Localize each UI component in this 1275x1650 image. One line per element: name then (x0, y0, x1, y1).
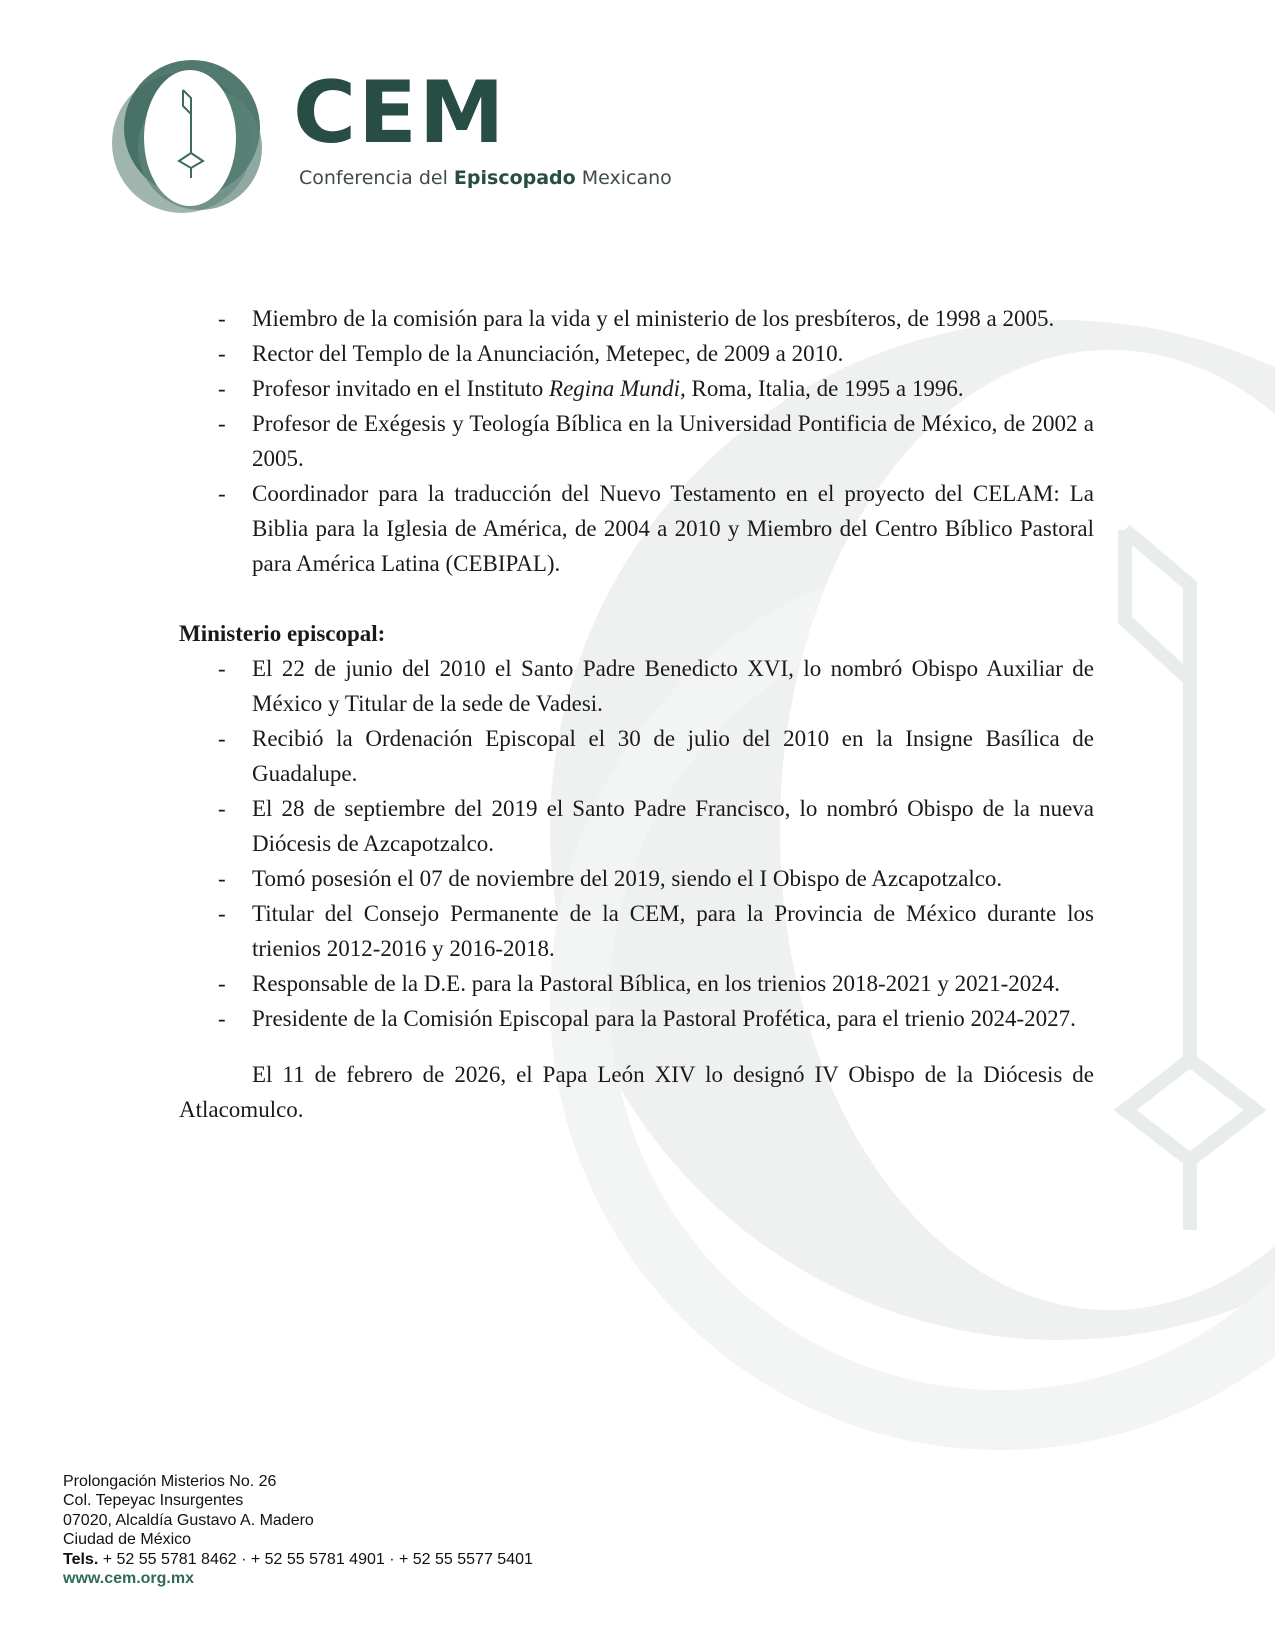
final-paragraph: El 11 de febrero de 2026, el Papa León XIV lo designó IV Obispo de la Diócesis de Atlacomulco. (179, 1062, 1094, 1122)
footer-address (63, 1472, 533, 1588)
text: Roma, Italia, de 1995 a 1996. (685, 376, 964, 401)
list-item: - Profesor de Exégesis y Teología Bíblica en la Universidad Pontificia de México, de 2002 a 2005. (179, 406, 1094, 476)
list-item: - Miembro de la comisión para la vida y el ministerio de los presbíteros, de 1998 a 2005. (179, 301, 1094, 336)
logo-subtitle (299, 166, 672, 190)
address-line: 07020, Alcaldía Gustavo A. Madero (63, 1511, 314, 1529)
text: Profesor invitado en el Instituto (252, 376, 550, 401)
italic-text: Regina Mundi, (549, 376, 686, 401)
subtitle-part: Conferencia del (299, 167, 448, 189)
phones-label: Tels. (63, 1550, 99, 1568)
subtitle-bold: Episcopado (453, 167, 576, 189)
list-item: - El 22 de junio del 2010 el Santo Padre Benedicto XVI, lo nombró Obispo Auxiliar de México y Titular de la sede de Vadesi. (179, 651, 1094, 721)
cem-logo-icon (112, 58, 272, 216)
list-item: - El 28 de septiembre del 2019 el Santo Padre Francisco, lo nombró Obispo de la nueva Diócesis de Azcapotzalco. (179, 791, 1094, 861)
website-link[interactable]: www.cem.org.mx (63, 1570, 194, 1588)
address-line: Ciudad de México (63, 1531, 192, 1549)
document-body (179, 301, 1094, 1127)
list-item: - Tomó posesión el 07 de noviembre del 2019, siendo el I Obispo de Azcapotzalco. (179, 861, 1094, 896)
list-item (179, 371, 1094, 406)
phones (63, 1550, 533, 1569)
section-heading: Ministerio episcopal: (179, 621, 386, 646)
list-item: - Responsable de la D.E. para la Pastoral Bíblica, en los trienios 2018-2021 y 2021-2024. (179, 966, 1094, 1001)
list-item: - Titular del Consejo Permanente de la CEM, para la Provincia de México durante los trienios 2012-2016 y 2016-2018. (179, 896, 1094, 966)
list-item: - Rector del Templo de la Anunciación, Metepec, de 2009 a 2010. (179, 336, 1094, 371)
episcopal-list (179, 651, 1094, 1036)
subtitle-part: Mexicano (581, 167, 672, 189)
address-line: Prolongación Misterios No. 26 (63, 1473, 277, 1490)
logo-text: CEM (293, 63, 507, 163)
career-list (179, 301, 1094, 581)
list-item: - Recibió la Ordenación Episcopal el 30 de julio del 2010 en la Insigne Basílica de Guadalupe. (179, 721, 1094, 791)
list-item: - Coordinador para la traducción del Nuevo Testamento en el proyecto del CELAM: La Biblia para la Iglesia de América, de 2004 a 2010 y Miembro del Centro Bíblico Pastoral para América Latina (CEBIPAL). (179, 476, 1094, 581)
address-line: Col. Tepeyac Insurgentes (63, 1492, 244, 1510)
phone-numbers: + 52 55 5781 8462 · + 52 55 5781 4901 · + 52 55 5577 5401 (98, 1550, 533, 1568)
list-item: - Presidente de la Comisión Episcopal para la Pastoral Profética, para el trienio 2024-2027. (179, 1001, 1094, 1036)
